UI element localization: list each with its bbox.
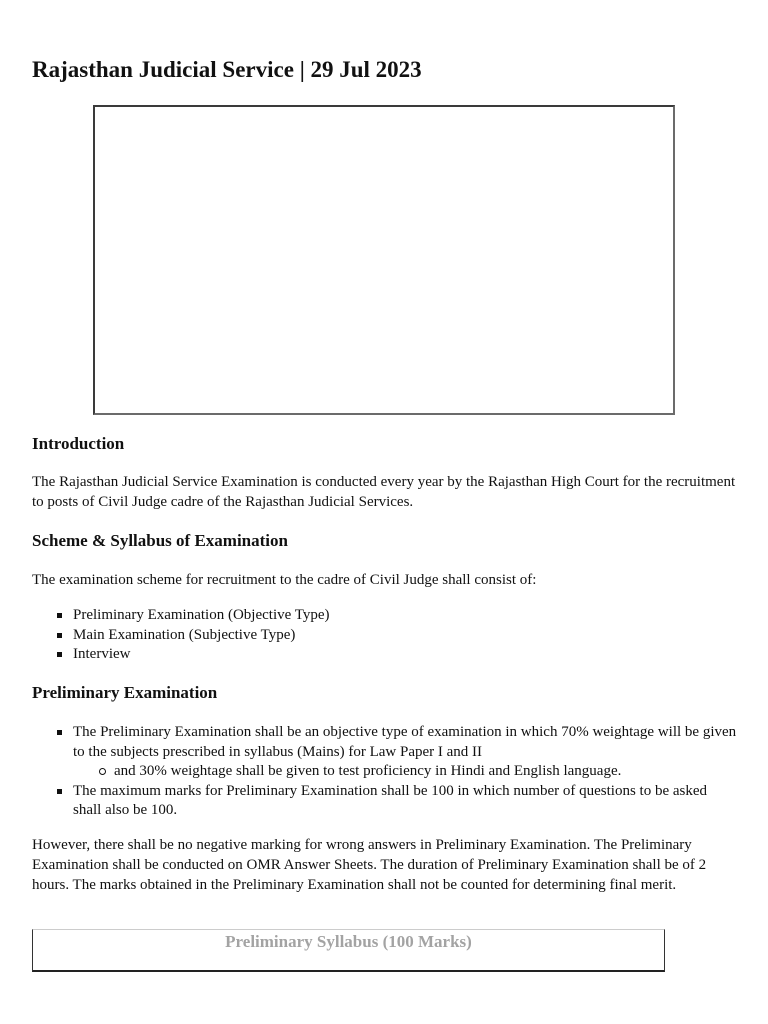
introduction-text: The Rajasthan Judicial Service Examination is conducted every year by the Rajasthan High Court for the recruitment to posts of Civil Judge cadre of the Rajasthan Judicial Services.: [32, 474, 736, 510]
scheme-intro: The examination scheme for recruitment to the cadre of Civil Judge shall consist of:: [32, 572, 537, 588]
introduction-heading: Introduction: [32, 434, 125, 453]
preliminary-sublist: [73, 762, 737, 782]
list-item: [32, 723, 737, 782]
syllabus-table-header: Preliminary Syllabus (100 Marks): [225, 932, 472, 951]
scheme-heading: Scheme & Syllabus of Examination: [32, 531, 288, 550]
sub-list-item: and 30% weightage shall be given to test proficiency in Hindi and English language.: [73, 762, 737, 782]
list-item: Main Examination (Subjective Type): [32, 626, 737, 646]
list-item: Interview: [32, 645, 737, 665]
preliminary-point-text: The Preliminary Examination shall be an objective type of examination in which 70% weightage will be given to the subjects prescribed in syllabus (Mains) for Law Paper I and II: [73, 724, 737, 760]
preliminary-note: However, there shall be no negative marking for wrong answers in Preliminary Examination. The Preliminary Examination shall be conducted on OMR Answer Sheets. The duration of Preliminary Examination shall be of 2 hours. The marks obtained in the Preliminary Examination shall not be counted for determining final merit.: [32, 837, 707, 893]
scheme-list: [32, 606, 737, 665]
page-title: Rajasthan Judicial Service | 29 Jul 2023: [32, 57, 422, 82]
preliminary-list: [32, 723, 737, 821]
list-item: The maximum marks for Preliminary Examination shall be 100 in which number of questions to be asked shall also be 100.: [32, 782, 737, 821]
image-placeholder: [93, 105, 675, 415]
preliminary-heading: Preliminary Examination: [32, 683, 218, 702]
list-item: Preliminary Examination (Objective Type): [32, 606, 737, 626]
syllabus-table: [32, 929, 665, 972]
